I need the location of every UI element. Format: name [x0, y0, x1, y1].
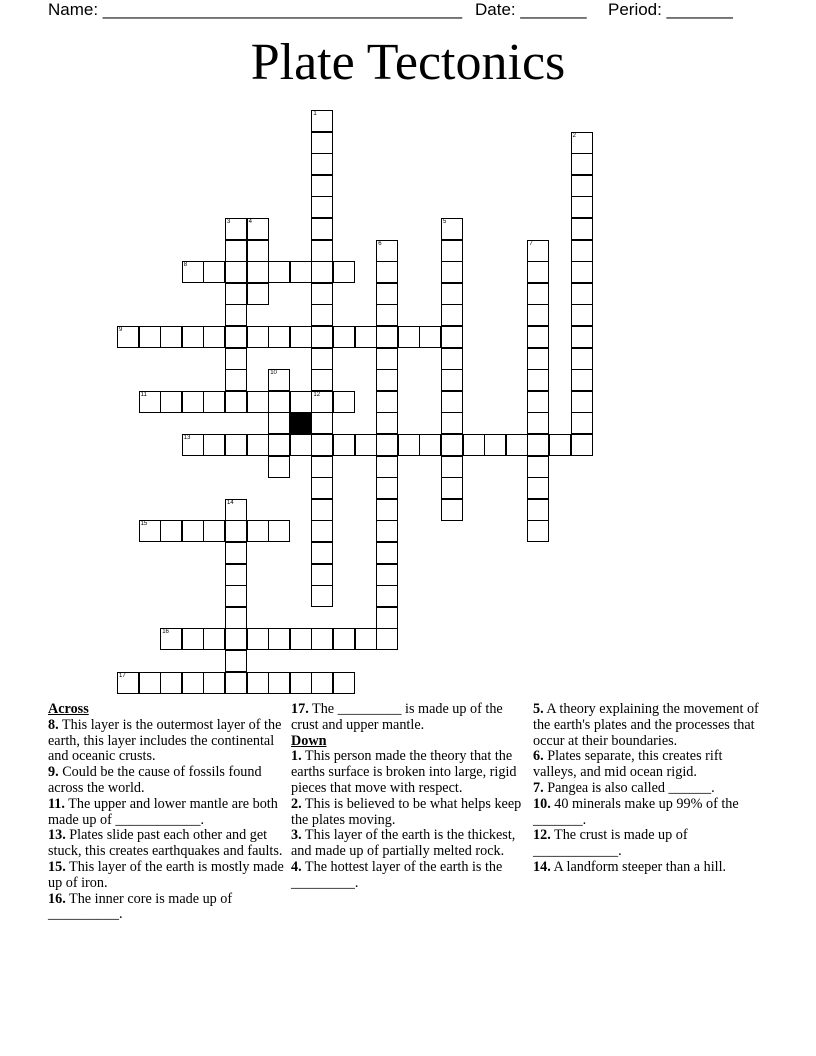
- grid-cell[interactable]: [441, 326, 463, 348]
- grid-cell[interactable]: [571, 153, 593, 175]
- grid-cell[interactable]: [463, 434, 485, 456]
- grid-cell[interactable]: [311, 218, 333, 240]
- grid-cell[interactable]: [247, 391, 269, 413]
- grid-cell[interactable]: [441, 261, 463, 283]
- clue-text: This layer of the earth is the thickest, and made up of partially melted rock.: [291, 827, 516, 860]
- grid-cell[interactable]: [203, 434, 225, 456]
- clue-text: The inner core is made up of __________.: [48, 890, 233, 923]
- clue-number: 17: [119, 672, 126, 679]
- grid-cell[interactable]: [225, 369, 247, 391]
- grid-cell[interactable]: [311, 153, 333, 175]
- grid-cell[interactable]: [139, 520, 161, 542]
- grid-cell[interactable]: [225, 391, 247, 413]
- grid-cell[interactable]: [311, 542, 333, 564]
- clue-item: [533, 781, 765, 797]
- grid-cell[interactable]: [441, 391, 463, 413]
- clue-text: Plates slide past each other and get stuck, this creates earthquakes and faults.: [48, 827, 283, 860]
- grid-cell[interactable]: [247, 628, 269, 650]
- clue-number: 11: [140, 391, 147, 398]
- grid-cell[interactable]: [203, 672, 225, 694]
- clue-text: This layer is the outermost layer of the earth, this layer includes the continental and oceanic crusts.: [48, 716, 282, 765]
- grid-cell[interactable]: [376, 585, 398, 607]
- grid-cell[interactable]: [441, 304, 463, 326]
- grid-cell[interactable]: [311, 283, 333, 305]
- grid-cell[interactable]: [571, 369, 593, 391]
- clue-text: This person made the theory that the earths surface is broken into large, rigid pieces that move with respect.: [291, 748, 517, 796]
- clue-number: 13: [183, 435, 191, 441]
- page-title: Plate Tectonics: [250, 34, 566, 91]
- grid-cell[interactable]: [311, 412, 333, 434]
- grid-cell[interactable]: [225, 348, 247, 370]
- clue-number: 5: [443, 219, 447, 225]
- name-field-label: Name: ______________________________________: [48, 0, 463, 19]
- grid-cell[interactable]: [398, 434, 420, 456]
- grid-cell[interactable]: [376, 607, 398, 629]
- grid-cell[interactable]: [311, 434, 333, 456]
- clue-item: [48, 765, 286, 797]
- grid-cell[interactable]: [182, 391, 204, 413]
- clue-number-label: 10.: [533, 795, 551, 812]
- grid-cell[interactable]: [311, 110, 333, 132]
- clue-number-label: 15.: [48, 858, 66, 875]
- grid-cell[interactable]: [160, 326, 182, 348]
- grid-cell[interactable]: [333, 628, 355, 650]
- grid-cell[interactable]: [268, 261, 290, 283]
- grid-cell[interactable]: [290, 672, 312, 694]
- clue-number-label: 12.: [533, 827, 551, 844]
- grid-cell[interactable]: [571, 261, 593, 283]
- grid-cell[interactable]: [311, 196, 333, 218]
- grid-cell[interactable]: [571, 132, 593, 154]
- grid-cell[interactable]: [333, 326, 355, 348]
- grid-cell[interactable]: [311, 175, 333, 197]
- grid-cell[interactable]: [376, 628, 398, 650]
- grid-cell[interactable]: [527, 240, 549, 262]
- clue-number: 3: [227, 219, 231, 225]
- grid-cell[interactable]: [182, 326, 204, 348]
- grid-cell[interactable]: [311, 369, 333, 391]
- grid-cell[interactable]: [182, 628, 204, 650]
- grid-cell[interactable]: [160, 628, 182, 650]
- grid-cell[interactable]: [376, 348, 398, 370]
- grid-cell[interactable]: [117, 672, 139, 694]
- grid-cell[interactable]: [376, 326, 398, 348]
- grid-cell[interactable]: [376, 240, 398, 262]
- clue-number-label: 2.: [291, 795, 302, 812]
- clue-item: [291, 749, 525, 796]
- grid-cell[interactable]: [441, 434, 463, 456]
- clue-text: This layer of the earth is mostly made up of iron.: [48, 858, 284, 891]
- clue-item: [533, 702, 765, 749]
- grid-cell[interactable]: [441, 348, 463, 370]
- grid-cell[interactable]: [527, 434, 549, 456]
- grid-cell[interactable]: [376, 477, 398, 499]
- grid-cell[interactable]: [355, 628, 377, 650]
- clue-text: This is believed to be what helps keep the plates moving.: [291, 795, 522, 828]
- clue-number-label: 3.: [291, 827, 302, 844]
- clue-number-label: 6.: [533, 748, 544, 765]
- grid-cell[interactable]: [247, 520, 269, 542]
- grid-cell[interactable]: [527, 520, 549, 542]
- grid-cell[interactable]: [355, 434, 377, 456]
- grid-cell[interactable]: [333, 261, 355, 283]
- grid-cell[interactable]: [290, 434, 312, 456]
- grid-cell[interactable]: [311, 326, 333, 348]
- grid-cell[interactable]: [419, 434, 441, 456]
- clue-number-label: 11.: [48, 795, 65, 812]
- grid-cell[interactable]: [441, 477, 463, 499]
- grid-cell[interactable]: [571, 196, 593, 218]
- grid-cell[interactable]: [225, 607, 247, 629]
- clue-number-label: 4.: [291, 858, 302, 875]
- grid-cell[interactable]: [376, 456, 398, 478]
- grid-cell[interactable]: [376, 434, 398, 456]
- grid-cell[interactable]: [333, 391, 355, 413]
- grid-cell[interactable]: [247, 218, 269, 240]
- grid-cell[interactable]: [225, 672, 247, 694]
- clue-number-label: 1.: [291, 748, 302, 765]
- clue-number: 4: [248, 219, 252, 225]
- date-field-label: Date: _______: [475, 0, 587, 19]
- grid-cell[interactable]: [441, 240, 463, 262]
- clue-column-2: [291, 702, 525, 892]
- grid-cell[interactable]: [527, 456, 549, 478]
- grid-cell[interactable]: [268, 672, 290, 694]
- clue-section-heading: Across: [48, 701, 89, 717]
- grid-cell[interactable]: [571, 434, 593, 456]
- clue-number-label: 8.: [48, 716, 59, 733]
- clue-number: 7: [529, 240, 533, 247]
- clue-text: 40 minerals make up 99% of the _______.: [533, 795, 739, 828]
- grid-cell[interactable]: [527, 369, 549, 391]
- grid-cell[interactable]: [247, 434, 269, 456]
- grid-cell[interactable]: [333, 672, 355, 694]
- clue-text: Could be the cause of fossils found across the world.: [48, 764, 262, 796]
- grid-cell[interactable]: [376, 283, 398, 305]
- clue-item: [533, 828, 765, 860]
- clue-number: 12: [313, 391, 321, 398]
- grid-cell[interactable]: [160, 391, 182, 413]
- grid-cell[interactable]: [225, 585, 247, 607]
- clue-number-label: 13.: [48, 827, 66, 844]
- clue-text: The _________ is made up of the crust and upper mantle.: [291, 701, 503, 733]
- grid-cell[interactable]: [355, 326, 377, 348]
- grid-cell[interactable]: [225, 542, 247, 564]
- grid-cell[interactable]: [182, 520, 204, 542]
- clue-item: [291, 702, 525, 734]
- grid-cell[interactable]: [398, 326, 420, 348]
- period-field-label: Period: _______: [608, 0, 733, 19]
- clue-number: 15: [140, 521, 148, 528]
- grid-cell[interactable]: [484, 434, 506, 456]
- clue-number-label: 17.: [291, 701, 309, 717]
- grid-cell[interactable]: [225, 628, 247, 650]
- grid-cell[interactable]: [311, 132, 333, 154]
- clue-number: 1: [313, 111, 317, 117]
- grid-cell[interactable]: [311, 564, 333, 586]
- clue-number: 10: [270, 370, 277, 377]
- grid-cell[interactable]: [571, 218, 593, 240]
- grid-cell[interactable]: [441, 412, 463, 434]
- clue-number-label: 9.: [48, 764, 59, 781]
- grid-cell[interactable]: [290, 326, 312, 348]
- clue-text: The hottest layer of the earth is the _________.: [291, 858, 503, 891]
- grid-cell[interactable]: [203, 326, 225, 348]
- grid-cell[interactable]: [268, 369, 290, 391]
- grid-cell[interactable]: [376, 542, 398, 564]
- grid-cell[interactable]: [419, 326, 441, 348]
- grid-cell[interactable]: [225, 218, 247, 240]
- clue-item: [291, 828, 525, 860]
- grid-cell[interactable]: [225, 240, 247, 262]
- grid-cell[interactable]: [247, 672, 269, 694]
- grid-cell[interactable]: [311, 499, 333, 521]
- grid-cell[interactable]: [506, 434, 528, 456]
- clue-text: The crust is made up of ____________.: [533, 827, 688, 860]
- clue-number: 8: [183, 262, 188, 269]
- clue-number: 14: [227, 499, 234, 506]
- grid-cell[interactable]: [441, 369, 463, 391]
- grid-cell[interactable]: [376, 564, 398, 586]
- grid-cell[interactable]: [311, 585, 333, 607]
- grid-cell[interactable]: [549, 434, 571, 456]
- grid-cell[interactable]: [247, 283, 269, 305]
- clue-number-label: 16.: [48, 890, 66, 907]
- grid-cell[interactable]: [290, 261, 312, 283]
- grid-cell[interactable]: [225, 650, 247, 672]
- grid-cell[interactable]: [376, 412, 398, 434]
- grid-cell[interactable]: [527, 261, 549, 283]
- clue-item: [533, 797, 765, 829]
- grid-cell[interactable]: [290, 628, 312, 650]
- clue-item: [48, 797, 286, 829]
- grid-cell[interactable]: [527, 499, 549, 521]
- grid-cell[interactable]: [571, 412, 593, 434]
- grid-cell[interactable]: [376, 520, 398, 542]
- clue-item: [291, 797, 525, 829]
- grid-cell[interactable]: [268, 434, 290, 456]
- clue-number: 6: [378, 240, 382, 247]
- grid-cell[interactable]: [225, 283, 247, 305]
- grid-cell[interactable]: [203, 520, 225, 542]
- clue-item: [48, 892, 286, 924]
- grid-cell[interactable]: [441, 283, 463, 305]
- clue-text: Plates separate, this creates rift valleys, and mid ocean rigid.: [533, 748, 723, 781]
- grid-cell[interactable]: [268, 456, 290, 478]
- grid-cell[interactable]: [311, 348, 333, 370]
- grid-cell[interactable]: [376, 499, 398, 521]
- grid-cell[interactable]: [203, 261, 225, 283]
- grid-cell[interactable]: [182, 261, 204, 283]
- grid-cell[interactable]: [376, 261, 398, 283]
- grid-cell[interactable]: [182, 672, 204, 694]
- grid-cell[interactable]: [571, 175, 593, 197]
- grid-cell[interactable]: [527, 304, 549, 326]
- grid-cell[interactable]: [333, 434, 355, 456]
- grid-cell[interactable]: [441, 218, 463, 240]
- grid-cell[interactable]: [268, 520, 290, 542]
- grid-cell[interactable]: [311, 520, 333, 542]
- grid-cell[interactable]: [571, 348, 593, 370]
- grid-cell[interactable]: [571, 283, 593, 305]
- clue-column-1: [48, 702, 286, 923]
- grid-cell[interactable]: [571, 326, 593, 348]
- clue-text: A theory explaining the movement of the earth's plates and the processes that occur at their boundaries.: [533, 701, 759, 749]
- grid-cell[interactable]: [139, 391, 161, 413]
- black-cell: [290, 412, 312, 434]
- grid-cell[interactable]: [268, 628, 290, 650]
- grid-cell[interactable]: [527, 348, 549, 370]
- grid-cell[interactable]: [527, 283, 549, 305]
- clue-item: [533, 860, 765, 876]
- grid-cell[interactable]: [311, 456, 333, 478]
- clue-number-label: 5.: [533, 701, 544, 717]
- grid-cell[interactable]: [527, 477, 549, 499]
- clue-number-label: 7.: [533, 779, 544, 796]
- grid-cell[interactable]: [225, 499, 247, 521]
- clue-item: [48, 718, 286, 765]
- grid-cell[interactable]: [311, 672, 333, 694]
- clue-text: The upper and lower mantle are both made up of ____________.: [48, 795, 278, 828]
- clue-number: 2: [572, 132, 576, 139]
- grid-cell[interactable]: [311, 304, 333, 326]
- grid-cell[interactable]: [139, 326, 161, 348]
- grid-cell[interactable]: [182, 434, 204, 456]
- grid-cell[interactable]: [117, 326, 139, 348]
- grid-cell[interactable]: [527, 412, 549, 434]
- grid-cell[interactable]: [225, 326, 247, 348]
- grid-cell[interactable]: [225, 261, 247, 283]
- grid-cell[interactable]: [311, 477, 333, 499]
- grid-cell[interactable]: [376, 304, 398, 326]
- grid-cell[interactable]: [290, 391, 312, 413]
- clue-item: [48, 828, 286, 860]
- grid-cell[interactable]: [571, 391, 593, 413]
- grid-cell[interactable]: [268, 391, 290, 413]
- grid-cell[interactable]: [527, 326, 549, 348]
- clue-item: [533, 749, 765, 781]
- grid-cell[interactable]: [225, 520, 247, 542]
- grid-cell[interactable]: [268, 412, 290, 434]
- clue-number: 16: [162, 629, 169, 636]
- clue-section-heading: Down: [291, 732, 327, 749]
- grid-cell[interactable]: [160, 520, 182, 542]
- grid-cell[interactable]: [311, 391, 333, 413]
- grid-cell[interactable]: [203, 391, 225, 413]
- clue-number-label: 14.: [533, 858, 551, 875]
- grid-cell[interactable]: [160, 672, 182, 694]
- grid-cell[interactable]: [527, 391, 549, 413]
- grid-cell[interactable]: [247, 261, 269, 283]
- clue-text: A landform steeper than a hill.: [550, 858, 727, 875]
- grid-cell[interactable]: [571, 240, 593, 262]
- grid-cell[interactable]: [311, 628, 333, 650]
- grid-cell[interactable]: [139, 672, 161, 694]
- grid-cell[interactable]: [268, 326, 290, 348]
- clue-text: Pangea is also called ______.: [543, 779, 715, 796]
- grid-cell[interactable]: [311, 261, 333, 283]
- grid-cell[interactable]: [225, 564, 247, 586]
- grid-cell[interactable]: [203, 628, 225, 650]
- grid-cell[interactable]: [225, 434, 247, 456]
- grid-cell[interactable]: [247, 240, 269, 262]
- clue-column-3: [533, 702, 765, 876]
- clue-number: 9: [119, 327, 123, 333]
- grid-cell[interactable]: [376, 369, 398, 391]
- grid-cell[interactable]: [247, 326, 269, 348]
- grid-cell[interactable]: [311, 240, 333, 262]
- clue-item: [48, 860, 286, 892]
- grid-cell[interactable]: [376, 391, 398, 413]
- grid-cell[interactable]: [441, 456, 463, 478]
- grid-cell[interactable]: [225, 304, 247, 326]
- grid-cell[interactable]: [441, 499, 463, 521]
- grid-cell[interactable]: [571, 304, 593, 326]
- clue-item: [291, 860, 525, 892]
